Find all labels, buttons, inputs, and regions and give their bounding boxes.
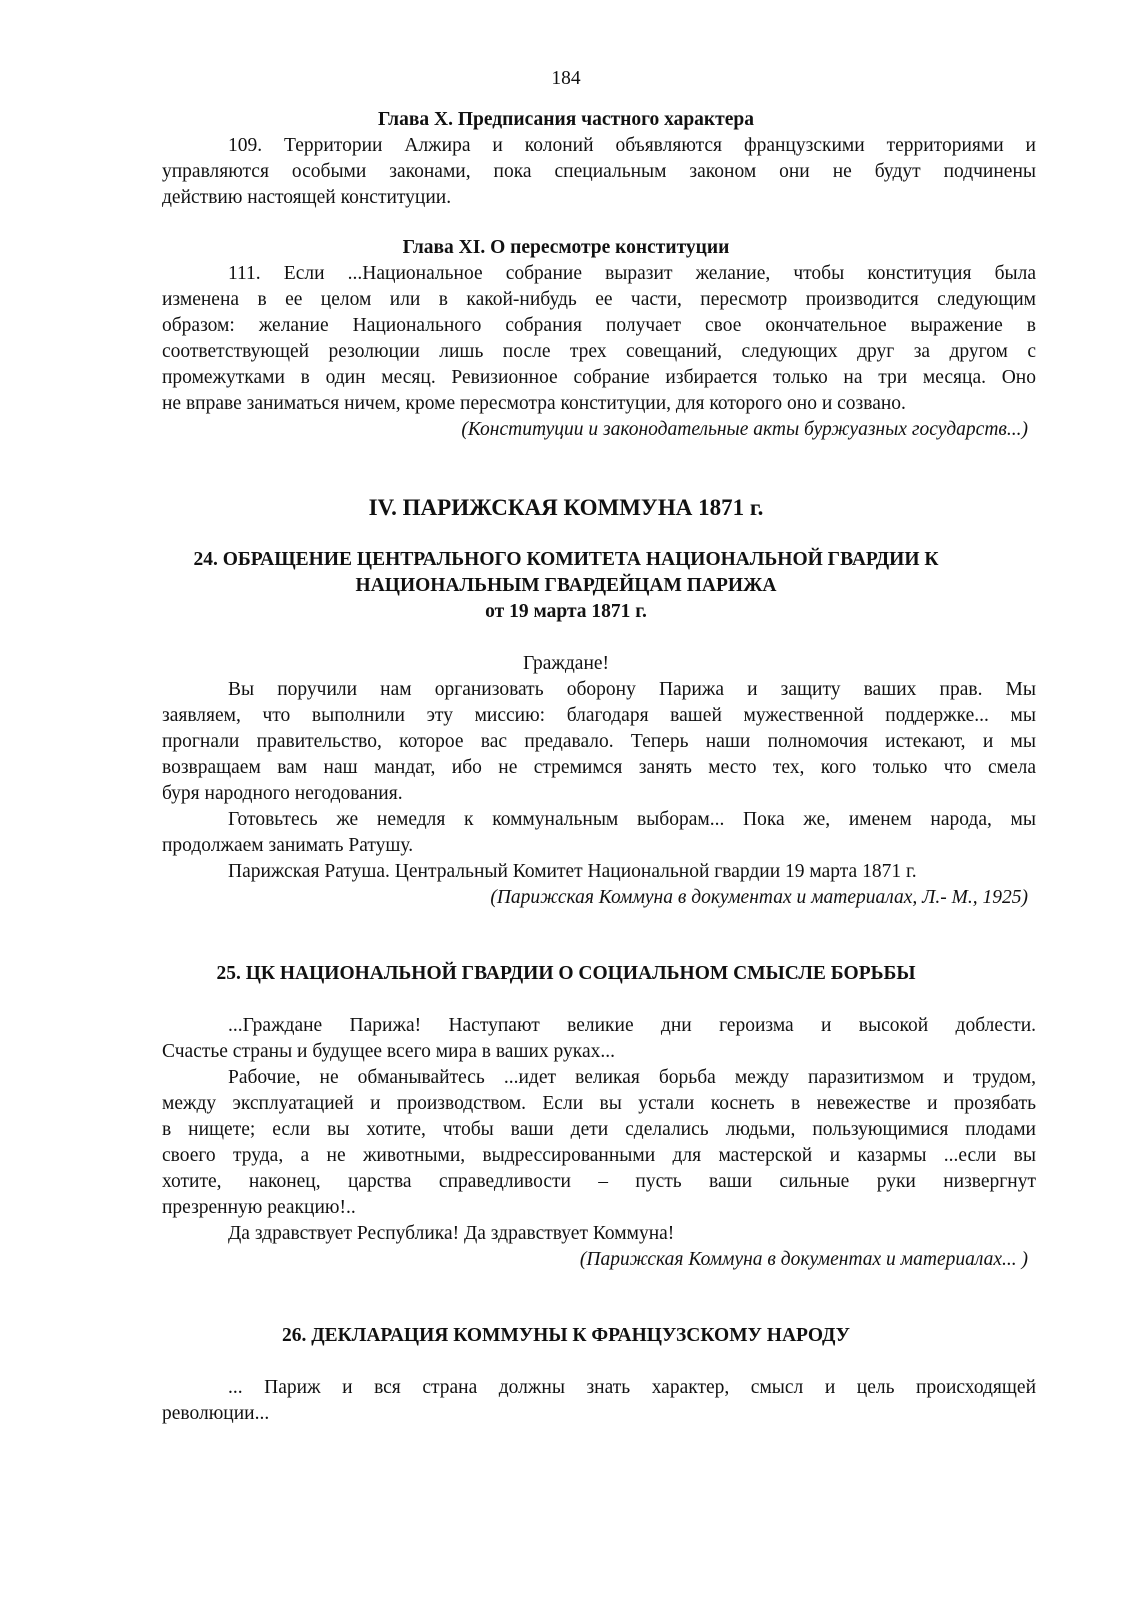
chapter-x-line: 109. Территории Алжира и колоний объявляются французскими территориями и	[228, 135, 1036, 156]
chapter-xi-line: промежутками в один месяц. Ревизионное собрание избирается только на три месяца. Оно	[162, 367, 1036, 388]
page-number: 184	[551, 68, 581, 89]
doc-24-line: Готовьтесь же немедля к коммунальным выборам... Пока же, именем народа, мы	[228, 809, 1036, 830]
doc-24-line: продолжаем занимать Ратушу.	[162, 835, 414, 856]
doc-25-line: Счастье страны и будущее всего мира в ваших руках...	[162, 1041, 615, 1062]
doc-25-line: Рабочие, не обманывайтесь ...идет великая борьба между паразитизмом и трудом,	[228, 1067, 1036, 1088]
doc-25-line: между эксплуатацией и производством. Если вы устали коснеть в невежестве и прозябать	[162, 1093, 1036, 1114]
doc-26-line: ... Париж и вся страна должны знать характер, смысл и цель происходящей	[228, 1377, 1036, 1398]
doc-24-line: заявляем, что выполнили эту миссию: благодаря вашей мужественной поддержке... мы	[162, 705, 1036, 726]
section-iv-heading: IV. ПАРИЖСКАЯ КОММУНА 1871 г.	[368, 495, 764, 520]
doc-26-line: революции...	[162, 1403, 270, 1424]
doc-25-line: презренную реакцию!..	[162, 1197, 356, 1218]
doc-24-line: прогнали правительство, которое вас предавало. Теперь наши полномочия истекают, и мы	[162, 731, 1036, 752]
chapter-xi-line: 111. Если ...Национальное собрание выразит желание, чтобы конституция была	[228, 263, 1036, 284]
doc-24-title: 24. ОБРАЩЕНИЕ ЦЕНТРАЛЬНОГО КОМИТЕТА НАЦИОНАЛЬНОЙ ГВАРДИИ К	[193, 549, 939, 570]
chapter-xi-line: не вправе заниматься ничем, кроме пересмотра конституции, для которого оно и созвано.	[162, 393, 906, 414]
doc-26-title: 26. ДЕКЛАРАЦИЯ КОММУНЫ К ФРАНЦУЗСКОМУ НАРОДУ	[282, 1325, 850, 1346]
chapter-x-line: действию настоящей конституции.	[162, 187, 452, 208]
doc-25-line: в нищете; если вы хотите, чтобы ваши дети сделались людьми, пользующимися плодами	[162, 1119, 1036, 1140]
doc-25-line: своего труда, а не животными, выдрессированными для мастерской и казармы ...если вы	[162, 1145, 1036, 1166]
doc-25-source: (Парижская Коммуна в документах и материалах... )	[579, 1249, 1028, 1270]
doc-25-line: Да здравствует Республика! Да здравствует Коммуна!	[228, 1223, 675, 1244]
doc-24-signature: Парижская Ратуша. Центральный Комитет Национальной гвардии 19 марта 1871 г.	[228, 861, 917, 882]
doc-24-salutation: Граждане!	[522, 653, 610, 674]
chapter-xi-line: соответствующей резолюции лишь после трех совещаний, следующих друг за другом с	[162, 341, 1036, 362]
doc-25-line: ...Граждане Парижа! Наступают великие дни героизма и высокой доблести.	[228, 1015, 1036, 1036]
chapter-x-heading: Глава X. Предписания частного характера	[377, 109, 755, 130]
chapter-xi-heading: Глава XI. О пересмотре конституции	[402, 237, 730, 258]
doc-24-line: Вы поручили нам организовать оборону Парижа и защиту ваших прав. Мы	[228, 679, 1036, 700]
chapter-xi-line: изменена в ее целом или в какой-нибудь ее части, пересмотр производится следующим	[162, 289, 1036, 310]
doc-25-line: хотите, наконец, царства справедливости – пусть ваши сильные руки низвергнут	[162, 1171, 1036, 1192]
doc-24-title: НАЦИОНАЛЬНЫМ ГВАРДЕЙЦАМ ПАРИЖА	[355, 575, 777, 596]
doc-24-line: буря народного негодования.	[162, 783, 403, 804]
chapter-xi-source: (Конституции и законодательные акты буржуазных государств...)	[461, 419, 1028, 440]
chapter-xi-line: образом: желание Национального собрания получает свое окончательное выражение в	[162, 315, 1036, 336]
doc-24-source: (Парижская Коммуна в документах и материалах, Л.- М., 1925)	[490, 887, 1028, 908]
doc-25-title: 25. ЦК НАЦИОНАЛЬНОЙ ГВАРДИИ О СОЦИАЛЬНОМ СМЫСЛЕ БОРЬБЫ	[216, 963, 916, 984]
doc-24-date: от 19 марта 1871 г.	[485, 601, 647, 622]
chapter-x-line: управляются особыми законами, пока специальным законом они не будут подчинены	[162, 161, 1036, 182]
doc-24-line: возвращаем вам наш мандат, ибо не стремимся занять место тех, кого только что смела	[162, 757, 1036, 778]
